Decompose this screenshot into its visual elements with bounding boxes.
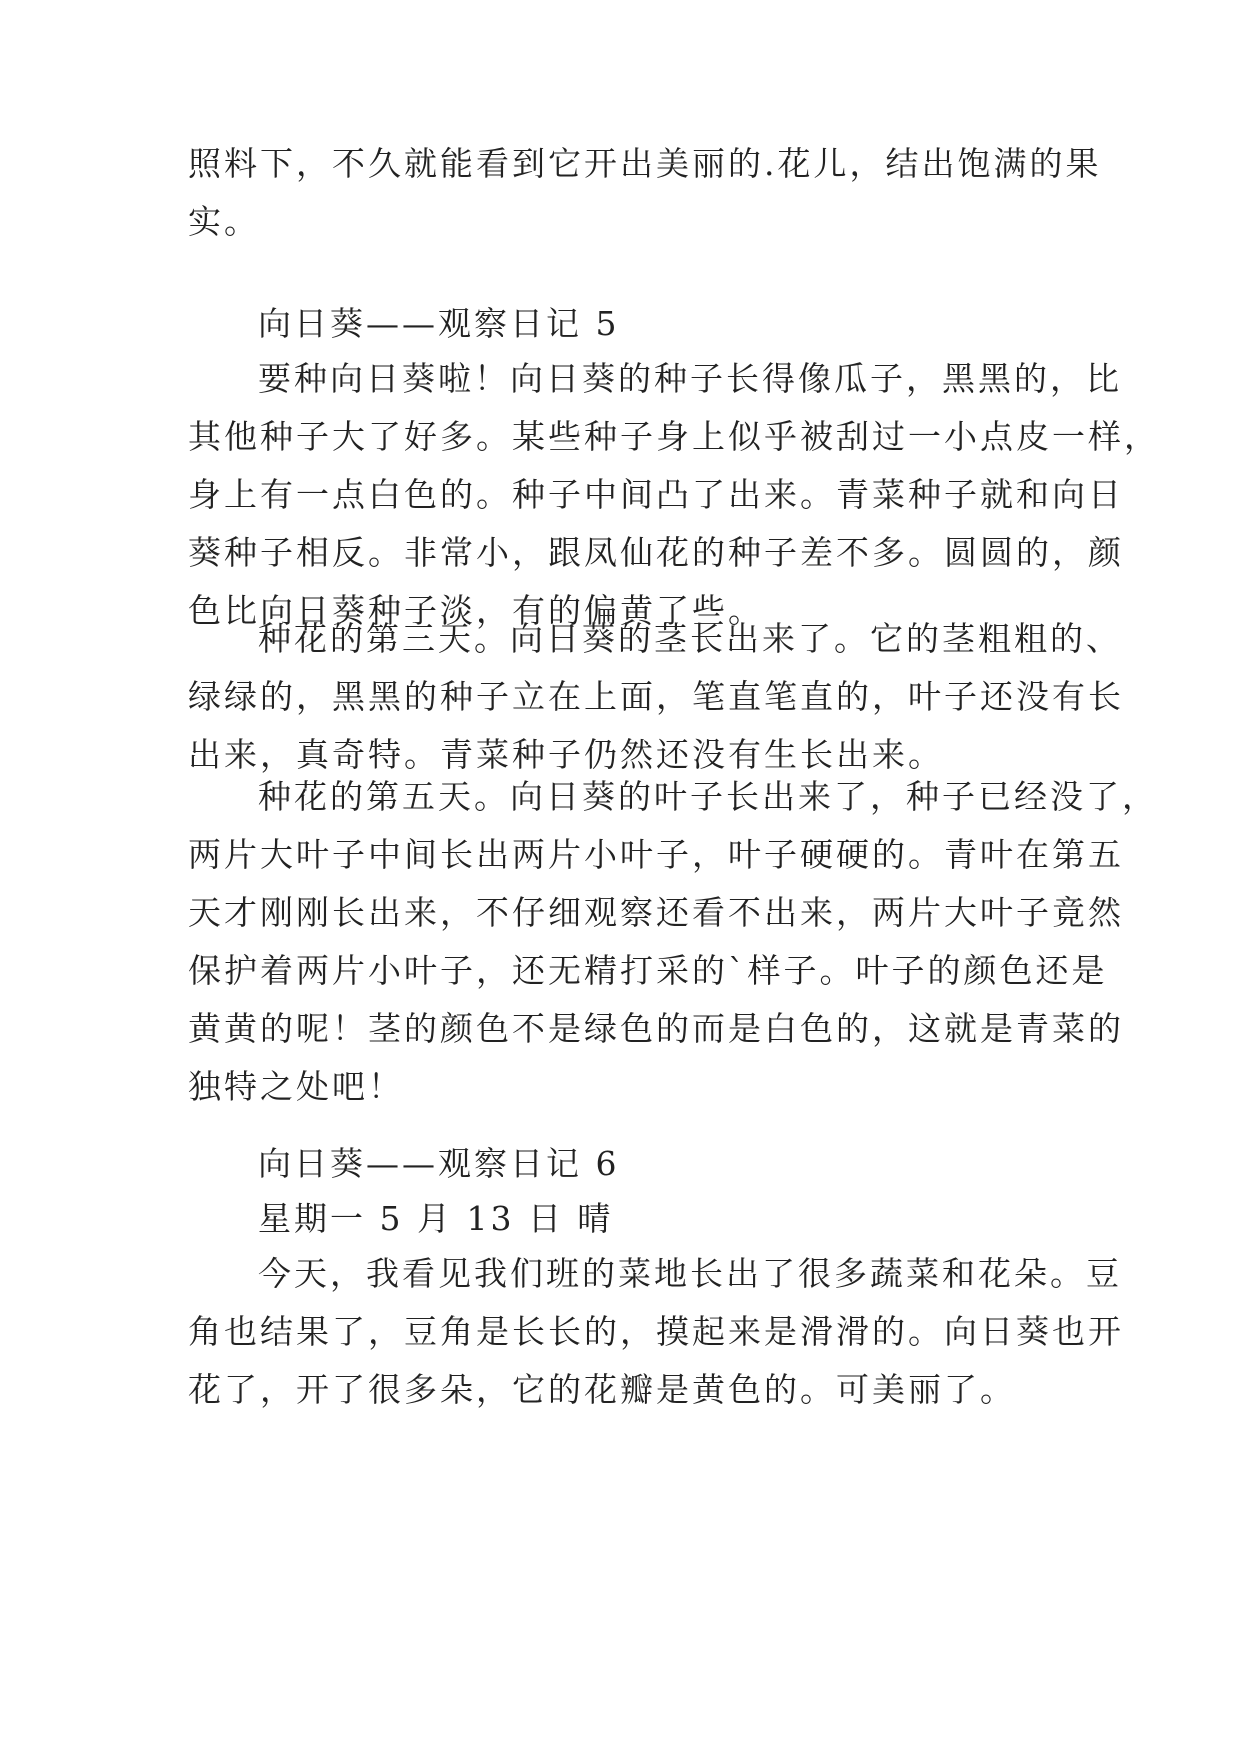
text-line: 今天，我看见我们班的菜地长出了很多蔬菜和花朵。豆 [258,1254,1122,1293]
text-line: 出来，真奇特。青菜种子仍然还没有生长出来。 [188,735,944,774]
text-line: 保护着两片小叶子，还无精打采的`样子。叶子的颜色还是 [188,951,1108,990]
diary6-paragraph-1 [188,1245,1124,1419]
text-line: 要种向日葵啦！向日葵的种子长得像瓜子，黑黑的，比 [258,359,1122,398]
text-line: 实。 [188,202,260,241]
text-line: 其他种子大了好多。某些种子身上似乎被刮过一小点皮一样， [188,417,1160,456]
text-line: 两片大叶子中间长出两片小叶子，叶子硬硬的。青叶在第五 [188,835,1124,874]
text-line: 绿绿的，黑黑的种子立在上面，笔直笔直的，叶子还没有长 [188,677,1124,716]
text-line: 葵种子相反。非常小，跟凤仙花的种子差不多。圆圆的，颜 [188,533,1124,572]
text-line: 天才刚刚长出来，不仔细观察还看不出来，两片大叶子竟然 [188,893,1124,932]
diary6-date-line: 星期一 5 月 13 日 晴 [258,1199,614,1238]
diary6-title: 向日葵——观察日记 6 [258,1144,620,1183]
text-line: 黄黄的呢！茎的颜色不是绿色的而是白色的，这就是青菜的 [188,1009,1124,1048]
diary5-title-block [188,295,1068,353]
text-line: 照料下，不久就能看到它开出美丽的.花儿，结出饱满的果 [188,144,1102,183]
diary5-paragraph-1 [188,350,1160,640]
diary5-title: 向日葵——观察日记 5 [258,304,620,343]
text-line: 角也结果了，豆角是长长的，摸起来是滑滑的。向日葵也开 [188,1312,1124,1351]
text-line: 花了，开了很多朵，它的花瓣是黄色的。可美丽了。 [188,1370,1016,1409]
diary5-paragraph-2 [188,610,1124,784]
text-line: 种花的第三天。向日葵的茎长出来了。它的茎粗粗的、 [258,619,1122,658]
text-line: 独特之处吧！ [188,1067,404,1106]
text-line: 种花的第五天。向日葵的叶子长出来了，种子已经没了， [258,777,1158,816]
diary6-date-block [188,1190,1068,1248]
text-line: 身上有一点白色的。种子中间凸了出来。青菜种子就和向日 [188,475,1124,514]
diary5-paragraph-3 [188,768,1158,1116]
intro-paragraph [188,135,1102,251]
diary6-title-block [188,1135,1068,1193]
text-line: 色比向日葵种子淡，有的偏黄了些。 [188,591,764,630]
